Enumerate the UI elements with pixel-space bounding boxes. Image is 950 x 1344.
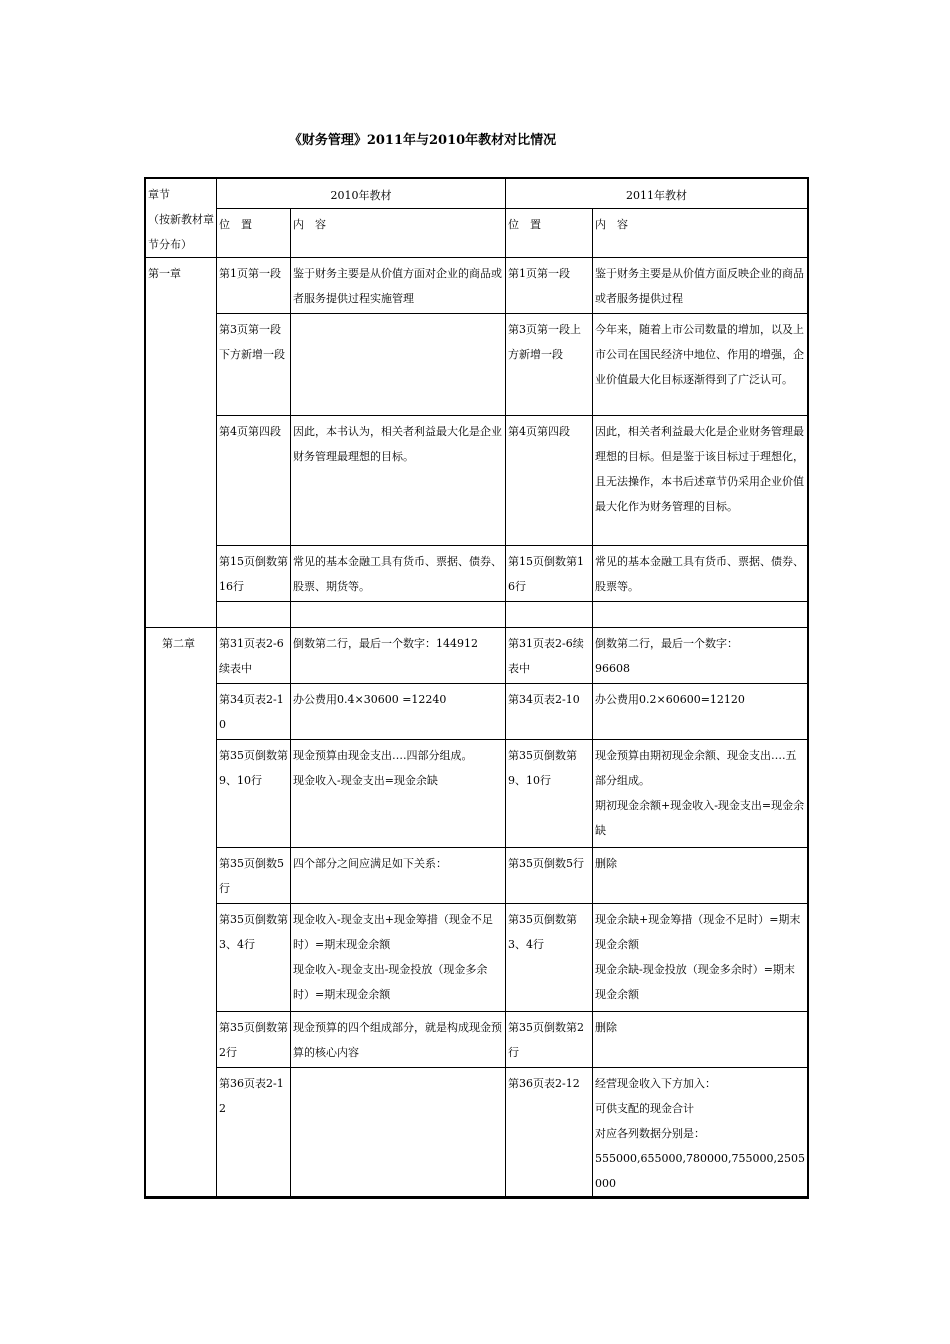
- content-2010-cell: [291, 314, 506, 416]
- position-2011-cell: 第34页表2-10: [506, 684, 593, 740]
- spacer-row: [146, 602, 808, 628]
- position-header-2010: 位 置: [217, 209, 291, 258]
- position-2011-cell: 第1页第一段: [506, 258, 593, 314]
- position-2010-cell: 第35页倒数第2行: [217, 1012, 291, 1068]
- table-row: [146, 258, 808, 314]
- table-row: [146, 416, 808, 546]
- table-row: [146, 1012, 808, 1068]
- content-2011-cell: 因此，相关者利益最大化是企业财务管理最理想的目标。但是鉴于该目标过于理想化，且无法操作，本书后述章节仍采用企业价值最大化作为财务管理的目标。: [593, 416, 808, 546]
- content-2011-cell: 鉴于财务主要是从价值方面反映企业的商品或者服务提供过程: [593, 258, 808, 314]
- content-2011-cell: 经营现金收入下方加入： 可供支配的现金合计 对应各列数据分别是： 555000,655000,780000,755000,2505000: [593, 1068, 808, 1197]
- position-header-2011: 位 置: [506, 209, 593, 258]
- table-row: [146, 628, 808, 684]
- position-2011-cell: 第3页第一段上方新增一段: [506, 314, 593, 416]
- position-2010-cell: 第35页倒数第9、10行: [217, 740, 291, 848]
- position-2010-cell: 第35页倒数5行: [217, 848, 291, 904]
- header-row: [146, 179, 808, 209]
- content-2011-cell: 常见的基本金融工具有货币、票据、债券、股票等。: [593, 546, 808, 602]
- table-row: [146, 740, 808, 848]
- page-title: 《财务管理》2011年与2010年教材对比情况: [288, 133, 557, 148]
- empty-cell: [506, 602, 593, 628]
- position-2011-cell: 第35页倒数第3、4行: [506, 904, 593, 1012]
- position-2011-cell: 第31页表2-6续表中: [506, 628, 593, 684]
- position-2010-cell: 第34页表2-10: [217, 684, 291, 740]
- content-2011-cell: 删除: [593, 848, 808, 904]
- content-2010-cell: 四个部分之间应满足如下关系：: [291, 848, 506, 904]
- table-row: [146, 848, 808, 904]
- content-2011-cell: 现金余缺+现金筹措（现金不足时）=期末现金余额 现金余缺-现金投放（现金多余时）=期末现金余额: [593, 904, 808, 1012]
- position-2011-cell: 第4页第四段: [506, 416, 593, 546]
- empty-cell: [217, 602, 291, 628]
- content-header-2010: 内 容: [291, 209, 506, 258]
- content-2011-cell: 今年来，随着上市公司数量的增加，以及上市公司在国民经济中地位、作用的增强，企业价值最大化目标逐渐得到了广泛认可。: [593, 314, 808, 416]
- chapter-name-cell: 第一章: [146, 258, 217, 628]
- position-2010-cell: 第15页倒数第16行: [217, 546, 291, 602]
- content-2010-cell: 因此，本书认为，相关者利益最大化是企业财务管理最理想的目标。: [291, 416, 506, 546]
- content-2011-cell: 倒数第二行，最后一个数字： 96608: [593, 628, 808, 684]
- content-2011-cell: 删除: [593, 1012, 808, 1068]
- content-2010-cell: 现金预算的四个组成部分，就是构成现金预算的核心内容: [291, 1012, 506, 1068]
- content-2010-cell: 常见的基本金融工具有货币、票据、债券、股票、期货等。: [291, 546, 506, 602]
- table-row: [146, 1068, 808, 1197]
- content-2010-cell: 现金预算由现金支出….四部分组成。 现金收入-现金支出=现金余缺: [291, 740, 506, 848]
- empty-cell: [593, 602, 808, 628]
- content-2010-cell: 鉴于财务主要是从价值方面对企业的商品或者服务提供过程实施管理: [291, 258, 506, 314]
- position-2011-cell: 第35页倒数第2行: [506, 1012, 593, 1068]
- edition-2011-header: 2011年教材: [506, 179, 808, 209]
- content-2011-cell: 办公费用0.2×60600=12120: [593, 684, 808, 740]
- subheader-row: [146, 209, 808, 258]
- empty-cell: [291, 602, 506, 628]
- edition-2010-header: 2010年教材: [217, 179, 506, 209]
- content-2011-cell: 现金预算由期初现金余额、现金支出….五部分组成。 期初现金余额+现金收入-现金支出=现金余缺: [593, 740, 808, 848]
- content-2010-cell: 办公费用0.4×30600 =12240: [291, 684, 506, 740]
- position-2010-cell: 第3页第一段下方新增一段: [217, 314, 291, 416]
- position-2010-cell: 第35页倒数第3、4行: [217, 904, 291, 1012]
- table-row: [146, 546, 808, 602]
- position-2011-cell: 第35页倒数第9、10行: [506, 740, 593, 848]
- chapter-header: 章节 （按新教材章节分布）: [146, 179, 217, 258]
- table-row: [146, 684, 808, 740]
- position-2010-cell: 第31页表2-6续表中: [217, 628, 291, 684]
- content-2010-cell: 现金收入-现金支出+现金筹措（现金不足时）=期末现金余额 现金收入-现金支出-现金投放（现金多余时）=期末现金余额: [291, 904, 506, 1012]
- content-2010-cell: 倒数第二行，最后一个数字：144912: [291, 628, 506, 684]
- position-2011-cell: 第35页倒数5行: [506, 848, 593, 904]
- chapter-name-cell: 第二章: [146, 628, 217, 1197]
- position-2010-cell: 第36页表2-12: [217, 1068, 291, 1197]
- position-2010-cell: 第1页第一段: [217, 258, 291, 314]
- comparison-table: [144, 177, 809, 1199]
- position-2011-cell: 第36页表2-12: [506, 1068, 593, 1197]
- table-row: [146, 904, 808, 1012]
- content-2010-cell: [291, 1068, 506, 1197]
- position-2011-cell: 第15页倒数第16行: [506, 546, 593, 602]
- content-header-2011: 内 容: [593, 209, 808, 258]
- table-row: [146, 314, 808, 416]
- position-2010-cell: 第4页第四段: [217, 416, 291, 546]
